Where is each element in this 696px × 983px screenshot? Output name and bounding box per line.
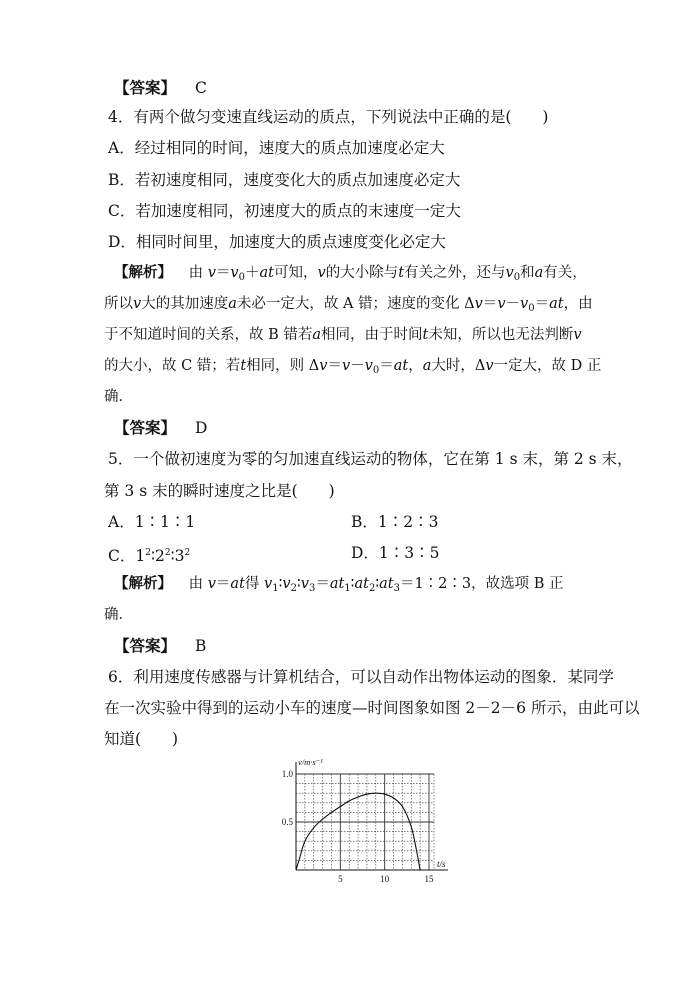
q6-stem-line-3: 知道( ) — [104, 730, 179, 748]
text-fragment: 相同，则 Δ — [246, 358, 320, 374]
symbol-at: at — [379, 576, 394, 592]
answer-line-q4 — [114, 418, 207, 438]
subscript: 1 — [344, 583, 351, 594]
symbol-v: v — [573, 327, 582, 343]
answer-label: 【答案】 — [114, 418, 177, 437]
x-tick-label: 10 — [380, 874, 390, 884]
text-fragment: 的大小，故 C 错；若 — [104, 358, 241, 374]
answer-label: 【答案】 — [114, 78, 177, 97]
graph-grid — [296, 774, 434, 870]
text-fragment: 一定大，故 D 正 — [493, 358, 602, 374]
symbol-v: v — [207, 576, 216, 592]
symbol-v: v — [317, 265, 326, 281]
q5-option-a: A．1∶1∶1 — [108, 513, 196, 531]
q4-option-a: A．经过相同的时间，速度大的质点加速度必定大 — [108, 139, 445, 157]
symbol-v: v — [282, 576, 291, 592]
text-fragment: ∶2 — [150, 547, 165, 565]
text-fragment: 所以 — [104, 296, 133, 312]
text-fragment: 得 — [244, 576, 265, 592]
symbol-v0: v — [505, 265, 514, 281]
symbol-v: v — [341, 358, 351, 374]
q4-explanation-line-4 — [104, 356, 601, 381]
answer-line-q5 — [114, 636, 206, 656]
text-fragment: 的大小除与 — [325, 265, 399, 281]
text-fragment: C． — [108, 547, 136, 565]
text-fragment: ＝ — [315, 576, 330, 592]
subscript: 3 — [308, 583, 316, 594]
text-fragment: 1 — [135, 547, 146, 565]
text-fragment: ＝ — [215, 265, 231, 281]
q4-explanation-line-5: 确． — [104, 389, 133, 405]
symbol-a: a — [422, 358, 432, 374]
q5-option-b: B．1∶2∶3 — [351, 513, 439, 531]
symbol-v0: v — [520, 296, 529, 312]
q4-option-d: D．相同时间里，加速度大的质点速度变化必定大 — [108, 233, 446, 251]
text-fragment: ∶ — [278, 576, 283, 592]
symbol-v: v — [319, 358, 328, 374]
subscript: 2 — [368, 583, 376, 594]
text-fragment: ∶ — [375, 576, 380, 592]
answer-line-q3 — [114, 78, 207, 98]
subscript: 0 — [513, 272, 521, 283]
symbol-at: at — [393, 358, 409, 374]
superscript: 2 — [184, 548, 191, 558]
symbol-at: at — [259, 265, 274, 281]
text-fragment: ∶3 — [170, 547, 185, 565]
symbol-at: at — [354, 576, 369, 592]
q6-stem-line-2: 在一次实验中得到的运动小车的速度—时间图象如图 2－2－6 所示，由此可以 — [104, 699, 640, 717]
subscript: 2 — [290, 583, 297, 594]
text-fragment: 相同，由于时间 — [321, 327, 423, 343]
subscript: 0 — [528, 303, 535, 314]
symbol-v0: v — [364, 358, 373, 374]
symbol-t: t — [398, 265, 405, 281]
text-fragment: 大的其加速度 — [141, 296, 229, 312]
symbol-v: v — [264, 576, 273, 592]
y-axis-label: v/m·s⁻¹ — [298, 757, 323, 767]
text-fragment: ＝1∶2∶3，故选项 B 正 — [399, 576, 564, 592]
q4-explanation-line-3 — [104, 325, 582, 345]
q4-option-c: C．若加速度相同，初速度大的质点的末速度一定大 — [108, 202, 461, 220]
q5-option-c — [108, 543, 190, 566]
symbol-v: v — [300, 576, 309, 592]
text-fragment: ＝ — [379, 358, 394, 374]
explanation-label: 【解析】 — [114, 575, 172, 592]
text-fragment: 未必一定大，故 A 错；速度的变化 Δ — [236, 296, 475, 312]
x-tick-label: 15 — [424, 874, 434, 884]
subscript: 1 — [272, 583, 279, 594]
q4-stem: 4．有两个做匀变速直线运动的质点，下列说法中正确的是( ) — [108, 108, 549, 126]
text-fragment: ， — [408, 358, 423, 374]
text-fragment: ＝ — [215, 576, 231, 592]
y-tick-label: 1.0 — [281, 769, 293, 779]
text-fragment: 由 — [188, 265, 208, 281]
q5-explanation-line-2: 确． — [104, 607, 133, 623]
q5-stem-line-1: 5．一个做初速度为零的匀加速直线运动的物体，它在第 1 s 末，第 2 s 末， — [108, 450, 633, 468]
symbol-t: t — [422, 327, 429, 343]
q4-option-b: B．若初速度相同，速度变化大的质点加速度必定大 — [108, 171, 461, 189]
superscript: 2 — [145, 548, 151, 558]
text-fragment: 有关， — [543, 265, 587, 281]
subscript: 0 — [372, 365, 380, 376]
text-fragment: － — [505, 296, 521, 312]
text-fragment: 有关之外，还与 — [404, 265, 506, 281]
q6-stem-line-1: 6．利用速度传感器与计算机结合，可以自动作出物体运动的图象．某同学 — [108, 668, 614, 686]
text-fragment: 可知， — [273, 265, 318, 281]
subscript: 3 — [393, 583, 400, 594]
y-tick-label: 0.5 — [281, 817, 293, 827]
text-fragment: ＋ — [245, 265, 260, 281]
symbol-at: at — [230, 576, 245, 592]
velocity-time-graph — [262, 756, 462, 890]
symbol-v: v — [133, 296, 142, 312]
text-fragment: 大时，Δ — [431, 358, 486, 374]
text-fragment: 未知，所以也无法判断 — [428, 327, 574, 343]
q4-explanation-line-2 — [104, 294, 593, 319]
text-fragment: ，由 — [563, 296, 593, 312]
text-fragment: ∶ — [296, 576, 301, 592]
text-fragment: 于不知道时间的关系，故 B 错若 — [104, 327, 313, 343]
text-fragment: － — [350, 358, 365, 374]
q5-option-d: D．1∶3∶5 — [351, 544, 440, 562]
symbol-at: at — [329, 576, 345, 592]
answer-value: B — [194, 637, 207, 655]
q5-stem-line-2: 第 3 s 末的瞬时速度之比是( ) — [104, 482, 335, 500]
symbol-a: a — [534, 265, 544, 281]
answer-value: D — [194, 419, 208, 437]
answer-value: C — [194, 79, 207, 97]
text-fragment: 和 — [520, 265, 535, 281]
text-fragment: ＝ — [327, 358, 342, 374]
text-fragment: ＝ — [534, 296, 550, 312]
symbol-a: a — [228, 296, 237, 312]
answer-label: 【答案】 — [114, 636, 177, 655]
x-tick-label: 5 — [338, 874, 343, 884]
text-fragment: ＝ — [482, 296, 498, 312]
x-axis-label: t/s — [437, 859, 446, 869]
symbol-v0: v — [230, 265, 239, 281]
symbol-v: v — [497, 296, 506, 312]
symbol-t: t — [240, 358, 247, 374]
symbol-v: v — [474, 296, 483, 312]
symbol-a: a — [312, 327, 322, 343]
superscript: 2 — [164, 548, 171, 558]
text-fragment: 由 — [188, 576, 208, 592]
q4-explanation-line-1 — [114, 263, 587, 288]
symbol-v: v — [207, 265, 216, 281]
symbol-v: v — [485, 358, 494, 374]
subscript: 0 — [238, 272, 245, 283]
text-fragment: ∶ — [350, 576, 355, 592]
explanation-label: 【解析】 — [114, 264, 172, 281]
symbol-at: at — [549, 296, 564, 312]
q5-explanation-line-1 — [114, 574, 564, 599]
